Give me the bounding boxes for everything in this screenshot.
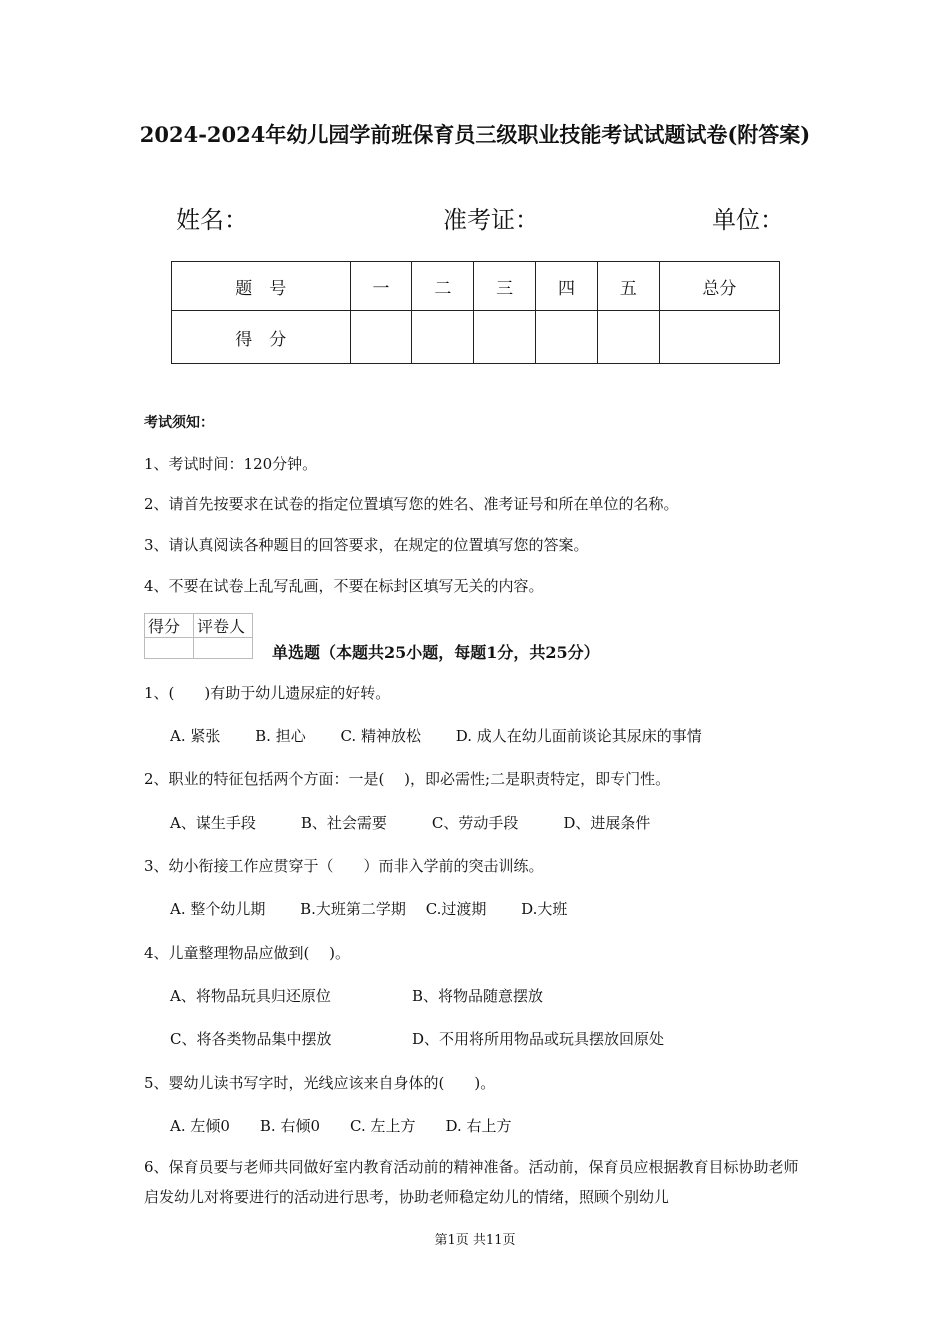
score-cell[interactable] bbox=[474, 311, 536, 364]
question-4-option-a: A、将物品玩具归还原位 bbox=[170, 987, 331, 1005]
header-cell: 二 bbox=[412, 262, 474, 311]
question-4: 4、儿童整理物品应做到( )。 bbox=[144, 944, 351, 962]
header-cell: 总分 bbox=[659, 262, 779, 311]
unit-label: 单位： bbox=[712, 206, 784, 234]
question-2-options: A、谋生手段 B、社会需要 C、劳动手段 D、进展条件 bbox=[170, 814, 651, 832]
score-table-header-row bbox=[172, 262, 780, 311]
score-table-score-row bbox=[172, 311, 780, 364]
score-cell[interactable] bbox=[659, 311, 779, 364]
score-cell[interactable] bbox=[536, 311, 598, 364]
header-cell: 三 bbox=[474, 262, 536, 311]
question-4-option-c: C、将各类物品集中摆放 bbox=[170, 1030, 332, 1048]
grader-score-label: 得分 bbox=[145, 614, 194, 638]
question-1: 1、( )有助于幼儿遗尿症的好转。 bbox=[144, 684, 391, 702]
row-label-cell: 得 分 bbox=[172, 311, 351, 364]
question-2: 2、职业的特征包括两个方面：一是( )，即必需性;二是职责特定，即专门性。 bbox=[144, 770, 671, 788]
header-cell: 题 号 bbox=[172, 262, 351, 311]
question-3: 3、幼小衔接工作应贯穿于（ ）而非入学前的突击训练。 bbox=[144, 857, 544, 875]
notice-item: 2、请首先按要求在试卷的指定位置填写您的姓名、准考证号和所在单位的名称。 bbox=[144, 495, 679, 513]
header-cell: 五 bbox=[597, 262, 659, 311]
document-title: 2024-2024年幼儿园学前班保育员三级职业技能考试试题试卷(附答案) bbox=[139, 122, 811, 147]
notice-item: 1、考试时间：120分钟。 bbox=[144, 455, 318, 473]
score-cell[interactable] bbox=[350, 311, 412, 364]
question-3-options: A. 整个幼儿期 B.大班第二学期 C.过渡期 D.大班 bbox=[170, 900, 568, 918]
question-4-option-d: D、不用将所用物品或玩具摆放回原处 bbox=[412, 1030, 665, 1048]
page-footer: 第1页 共11页 bbox=[434, 1233, 516, 1248]
question-6: 6、保育员要与老师共同做好室内教育活动前的精神准备。活动前，保育员应根据教育目标协助老师启发幼儿对将要进行的活动进行思考，协助老师稳定幼儿的情绪，照顾个别幼儿 bbox=[144, 1158, 799, 1206]
grader-score-cell[interactable] bbox=[145, 638, 194, 659]
header-cell: 四 bbox=[536, 262, 598, 311]
question-1-options: A. 紧张 B. 担心 C. 精神放松 D. 成人在幼儿面前谈论其尿床的事情 bbox=[170, 727, 702, 745]
question-5: 5、婴幼儿读书写字时，光线应该来自身体的( )。 bbox=[144, 1074, 496, 1092]
section-title: 单选题（本题共25小题，每题1分，共25分） bbox=[272, 643, 600, 662]
score-cell[interactable] bbox=[597, 311, 659, 364]
question-4-option-b: B、将物品随意摆放 bbox=[412, 987, 544, 1005]
question-5-options: A. 左倾0 B. 右倾0 C. 左上方 D. 右上方 bbox=[170, 1117, 512, 1135]
header-cell: 一 bbox=[350, 262, 412, 311]
grader-name-cell[interactable] bbox=[194, 638, 253, 659]
name-label: 姓名： bbox=[176, 206, 248, 234]
notice-heading: 考试须知： bbox=[144, 415, 214, 431]
score-cell[interactable] bbox=[412, 311, 474, 364]
grader-box bbox=[144, 613, 253, 659]
exam-id-label: 准考证： bbox=[443, 206, 539, 234]
notice-item: 4、不要在试卷上乱写乱画，不要在标封区填写无关的内容。 bbox=[144, 577, 544, 595]
score-table bbox=[171, 261, 780, 364]
notice-item: 3、请认真阅读各种题目的回答要求，在规定的位置填写您的答案。 bbox=[144, 536, 589, 554]
grader-name-label: 评卷人 bbox=[194, 614, 253, 638]
